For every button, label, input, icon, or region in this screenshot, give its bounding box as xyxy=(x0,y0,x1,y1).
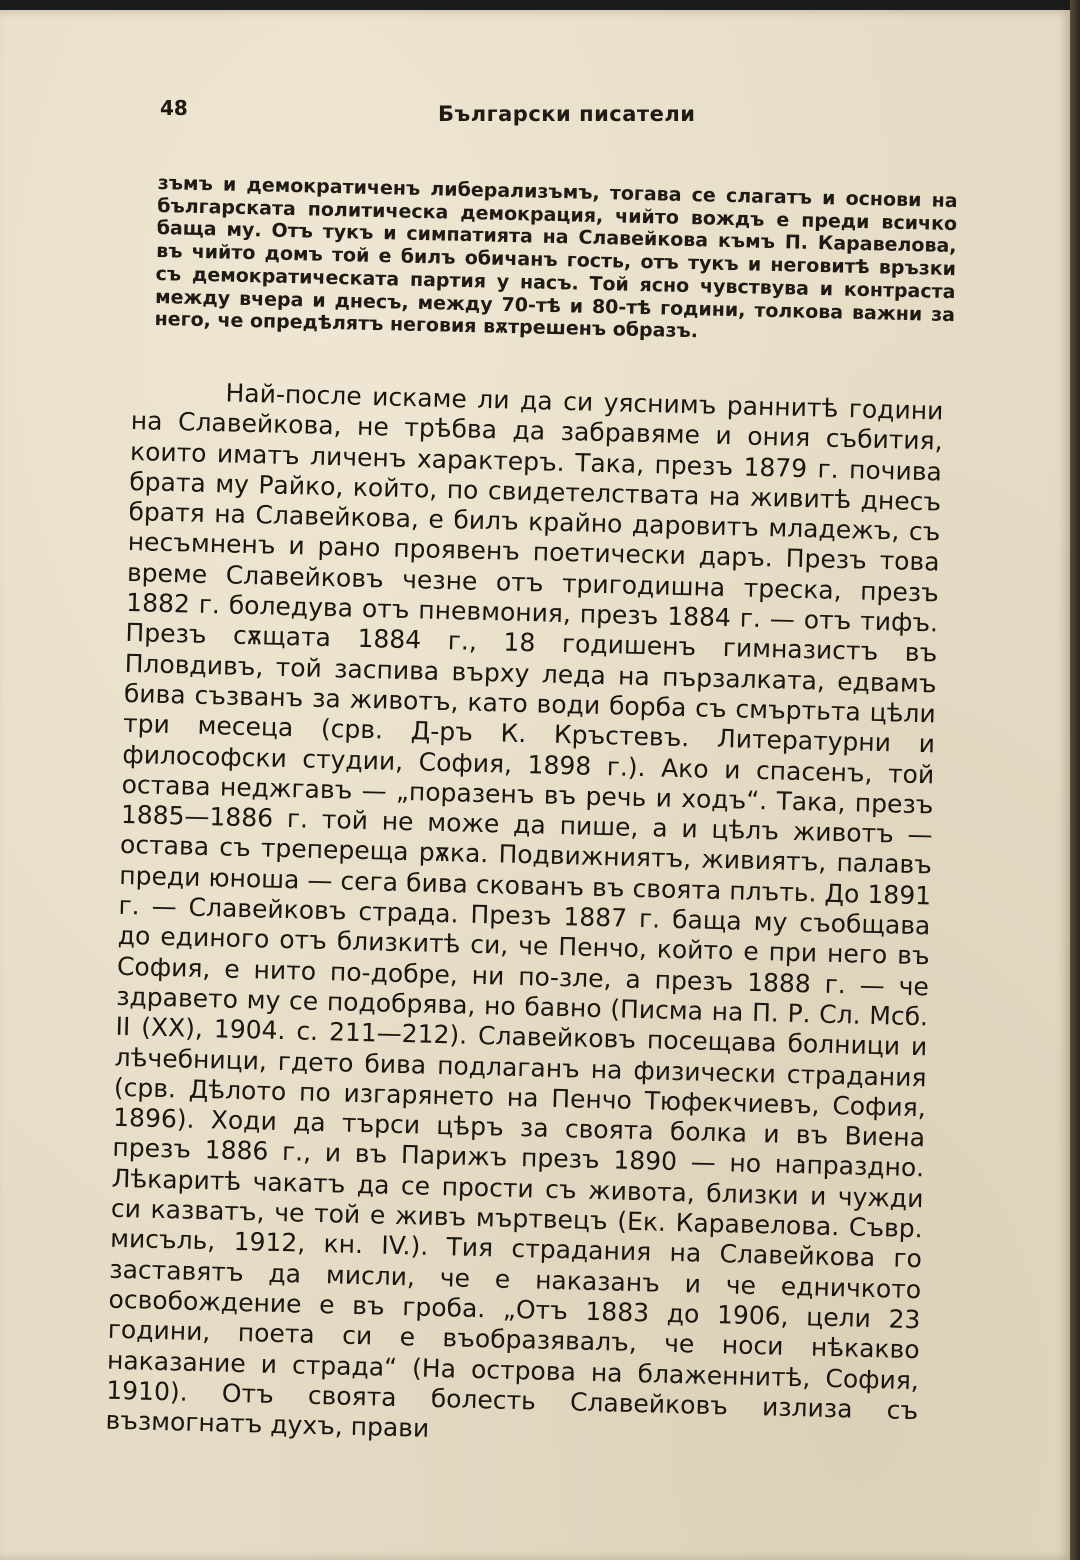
main-paragraph: Най-после искаме ли да си уяснимъ раннитѣ години на Славейкова, не трѣбва да забравяме и ония събития, които иматъ личенъ характеръ. Така, презъ 1879 г. почива брата му Райко, който, по свидетелствата на живитѣ днесъ братя на Славейкова, е билъ крайно даровитъ младежъ, съ несъмненъ и рано проявенъ поетически даръ. Презъ това време Славейковъ чезне отъ тригодишна треска, презъ 1882 г. боледува отъ пневмония, презъ 1884 г. — отъ тифъ. Презъ сѫщата 1884 г., 18 годишенъ гимназистъ въ Пловдивъ, той заспива върху леда на пързалката, едвамъ бива съзванъ за животъ, като води борба съ смъртьта цѣли три месеца (срв. Д-ръ К. Кръстевъ. Литературни и философски студии, София, 1898 г.). Ако и спасенъ, той остава неджгавъ — „поразенъ въ речь и ходъ“. Така, презъ 1885—1886 г. той не може да пише, а и цѣлъ животъ — остава съ треперещa рѫка. Подвижниятъ, живиятъ, палавъ преди юноша — сега бива скованъ въ своята плъть. До 1891 г. — Славейковъ страда. Презъ 1887 г. баща му съобщава до единого отъ близкитѣ си, че Пенчо, който е при него въ София, е нито по-добре, ни по-зле, а презъ 1888 г. — че здравето му се подобрява, но бавно (Писма на П. Р. Сл. Мсб. II (XX), 1904. с. 211—212). Славейковъ посещава болници и лѣчебници, гдето бива подлаганъ на физически страдания (срв. Дѣлото по изгарянето на Пенчо Тюфекчиевъ, София, 1896). Ходи да търси цѣръ за своята болка и въ Виена презъ 1886 г., и въ Парижъ презъ 1890 — но напраздно. Лѣкаритѣ чакатъ да се прости съ живота, близки и чужди си казватъ, че той е живъ мъртвецъ (Ек. Каравелова. Съвр. мисъль, 1912, кн. IV.). Тия страдания на Славейкова го заставятъ да мисли, че е наказанъ и че едничкото освобождение е въ гроба. „Отъ 1883 до 1906, цели 23 години, поета си е въобразявалъ, че носи нѣкакво наказание и страда“ (На острова на блаженнитѣ, София, 1910). Отъ своята болесть Славейковъ излиза съ възмогнатъ духъ, прави xyxy=(105,378,944,1443)
continuation-paragraph: зъмъ и демократиченъ либерализъмъ, тогава се слагатъ и основи на българската политическа демокрация, чийто вождъ е преди всичко баща му. Отъ тукъ и симпатията на Славейкова къмъ П. Каравелова, въ чийто домъ той е билъ обичанъ гость, отъ тукъ и неговитѣ връзки съ демократическата партия у насъ. Той ясно чувствува и контраста между вчера и днесъ, между 70-тѣ и 80-тѣ години, толкова важни за него, че опредѣлятъ неговия вѫтрешенъ образъ. xyxy=(154,172,958,343)
page-number: 48 xyxy=(160,96,188,120)
page-header xyxy=(160,88,940,128)
book-page xyxy=(0,10,1072,1560)
page-edge xyxy=(1070,0,1080,1560)
running-title: Български писатели xyxy=(438,102,696,126)
